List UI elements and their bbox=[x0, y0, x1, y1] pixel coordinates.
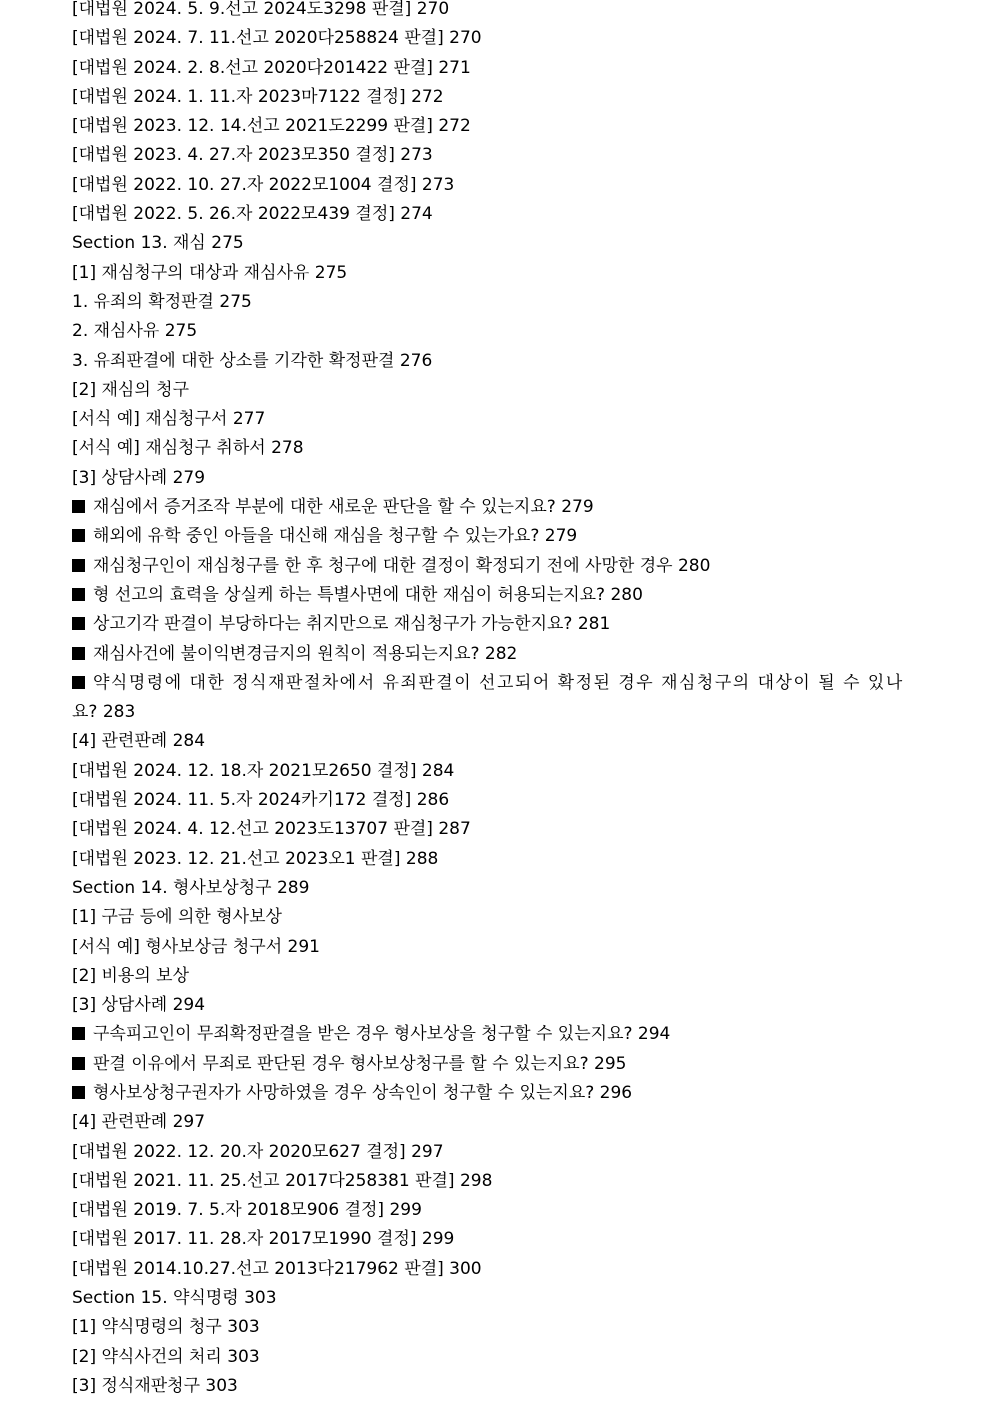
toc-entry: [대법원 2024. 5. 9.선고 2024도3298 판결] 270 bbox=[72, 0, 450, 19]
square-bullet-icon bbox=[72, 588, 85, 601]
toc-entry: [대법원 2022. 12. 20.자 2020모627 결정] 297 bbox=[72, 1141, 444, 1162]
toc-entry: [대법원 2024. 4. 12.선고 2023도13707 판결] 287 bbox=[72, 819, 471, 840]
toc-entry: [서식 예] 재심청구서 277 bbox=[72, 409, 266, 430]
toc-entry: [1] 재심청구의 대상과 재심사유 275 bbox=[72, 262, 348, 283]
toc-bullet-text: 형사보상청구권자가 사망하였을 경우 상속인이 청구할 수 있는지요? 296 bbox=[93, 1082, 633, 1103]
toc-entry: [대법원 2022. 10. 27.자 2022모1004 결정] 273 bbox=[72, 174, 455, 195]
square-bullet-icon bbox=[72, 676, 85, 689]
toc-bullet-text: 판결 이유에서 무죄로 판단된 경우 형사보상청구를 할 수 있는지요? 295 bbox=[93, 1053, 627, 1074]
toc-entry: [대법원 2022. 5. 26.자 2022모439 결정] 274 bbox=[72, 204, 433, 225]
toc-entry: [대법원 2014.10.27.선고 2013다217962 판결] 300 bbox=[72, 1258, 482, 1279]
toc-bullet-entry bbox=[0, 640, 992, 669]
toc-entry: 1. 유죄의 확정판결 275 bbox=[72, 291, 252, 312]
toc-bullet-entry bbox=[0, 522, 992, 551]
toc-bullet-text: 형 선고의 효력을 상실케 하는 특별사면에 대한 재심이 허용되는지요? 280 bbox=[93, 584, 643, 605]
toc-entry: [4] 관련판례 284 bbox=[72, 731, 206, 752]
toc-entry: [대법원 2024. 11. 5.자 2024카기172 결정] 286 bbox=[72, 790, 450, 811]
toc-entry: Section 14. 형사보상청구 289 bbox=[72, 877, 310, 898]
toc-bullet-text: 구속피고인이 무죄확정판결을 받은 경우 형사보상을 청구할 수 있는지요? 294 bbox=[93, 1024, 671, 1045]
square-bullet-icon bbox=[72, 529, 85, 542]
toc-bullet-text: 재심사건에 불이익변경금지의 원칙이 적용되는지요? 282 bbox=[93, 643, 518, 664]
square-bullet-icon bbox=[72, 617, 85, 630]
toc-entry: [1] 구금 등에 의한 형사보상 bbox=[72, 907, 282, 928]
toc-entry: [3] 상담사례 294 bbox=[72, 995, 206, 1016]
toc-entry: [대법원 2023. 12. 14.선고 2021도2299 판결] 272 bbox=[72, 116, 471, 137]
toc-entry: [대법원 2019. 7. 5.자 2018모906 결정] 299 bbox=[72, 1200, 422, 1221]
square-bullet-icon bbox=[72, 1086, 85, 1099]
toc-entry: [2] 비용의 보상 bbox=[72, 965, 189, 986]
toc-entry: [대법원 2024. 2. 8.선고 2020다201422 판결] 271 bbox=[72, 57, 471, 78]
toc-entry: [대법원 2024. 7. 11.선고 2020다258824 판결] 270 bbox=[72, 28, 482, 49]
square-bullet-icon bbox=[72, 500, 85, 513]
toc-entry: [대법원 2024. 12. 18.자 2021모2650 결정] 284 bbox=[72, 760, 455, 781]
toc-entry: [1] 약식명령의 청구 303 bbox=[72, 1317, 260, 1338]
toc-bullet-entry bbox=[0, 669, 944, 698]
toc-entry: [3] 정식재판청구 303 bbox=[72, 1375, 238, 1396]
toc-entry: [서식 예] 형사보상금 청구서 291 bbox=[72, 936, 320, 957]
toc-bullet-text: 약식명령에 대한 정식재판절차에서 유죄판결이 선고되어 확정된 경우 재심청구의 대상이 될 수 있나 bbox=[93, 672, 904, 693]
toc-bullet-text: 재심청구인이 재심청구를 한 후 청구에 대한 결정이 확정되기 전에 사망한 경우 280 bbox=[93, 555, 711, 576]
toc-entry: [대법원 2023. 4. 27.자 2023모350 결정] 273 bbox=[72, 145, 433, 166]
toc-entry: [2] 재심의 청구 bbox=[72, 379, 189, 400]
toc-bullet-entry bbox=[0, 1020, 992, 1049]
toc-entry: [대법원 2021. 11. 25.선고 2017다258381 판결] 298 bbox=[72, 1170, 493, 1191]
toc-entry: [대법원 2017. 11. 28.자 2017모1990 결정] 299 bbox=[72, 1229, 455, 1250]
toc-bullet-entry bbox=[0, 493, 992, 522]
toc-entry: 3. 유죄판결에 대한 상소를 기각한 확정판결 276 bbox=[72, 350, 433, 371]
toc-entry: [서식 예] 재심청구 취하서 278 bbox=[72, 438, 304, 459]
square-bullet-icon bbox=[72, 559, 85, 572]
toc-bullet-text: 재심에서 증거조작 부분에 대한 새로운 판단을 할 수 있는지요? 279 bbox=[93, 497, 594, 518]
toc-entry: 2. 재심사유 275 bbox=[72, 321, 198, 342]
square-bullet-icon bbox=[72, 1057, 85, 1070]
toc-bullet-continuation: 요? 283 bbox=[72, 702, 136, 723]
toc-bullet-text: 해외에 유학 중인 아들을 대신해 재심을 청구할 수 있는가요? 279 bbox=[93, 526, 578, 547]
square-bullet-icon bbox=[72, 1027, 85, 1040]
toc-entry: [대법원 2024. 1. 11.자 2023마7122 결정] 272 bbox=[72, 86, 444, 107]
square-bullet-icon bbox=[72, 647, 85, 660]
toc-entry: [4] 관련판례 297 bbox=[72, 1112, 206, 1133]
toc-entry: [3] 상담사례 279 bbox=[72, 467, 206, 488]
toc-entry: Section 15. 약식명령 303 bbox=[72, 1288, 277, 1309]
toc-entry: Section 13. 재심 275 bbox=[72, 233, 244, 254]
toc-bullet-entry bbox=[0, 581, 992, 610]
toc-bullet-entry bbox=[0, 1050, 992, 1079]
toc-entry: [2] 약식사건의 처리 303 bbox=[72, 1346, 260, 1367]
toc-bullet-text: 상고기각 판결이 부당하다는 취지만으로 재심청구가 가능한지요? 281 bbox=[93, 614, 611, 635]
toc-bullet-entry bbox=[0, 610, 992, 639]
toc-bullet-entry bbox=[0, 552, 992, 581]
toc-entry: [대법원 2023. 12. 21.선고 2023오1 판결] 288 bbox=[72, 848, 439, 869]
toc-bullet-entry bbox=[0, 1079, 992, 1108]
